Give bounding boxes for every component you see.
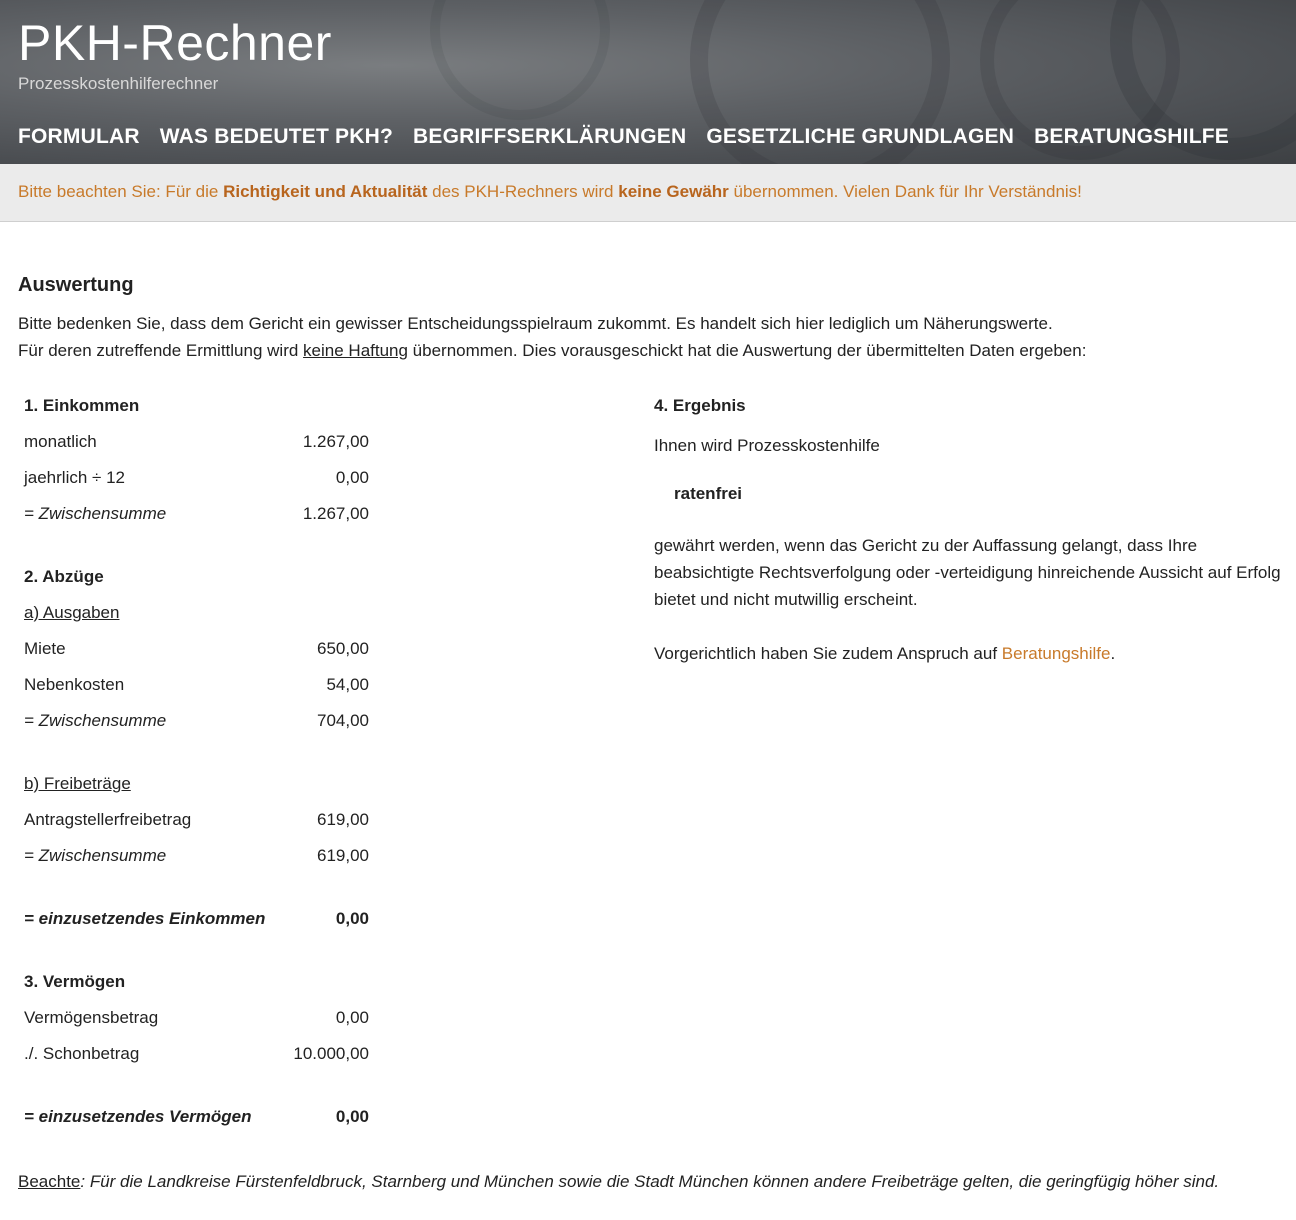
page-heading: Auswertung [18, 274, 134, 296]
table-row-total [24, 1107, 369, 1143]
table-row [24, 1008, 369, 1044]
section-title-vermoegen: 3. Vermögen [24, 972, 126, 991]
table-row-total [24, 909, 369, 945]
main-nav [18, 125, 1229, 149]
row-label: = einzusetzendes Einkommen [24, 909, 266, 928]
row-label: Nebenkosten [24, 675, 125, 694]
footer-label: Beachte [18, 1172, 81, 1191]
table-row [24, 504, 369, 540]
row-value: 0,00 [335, 1107, 369, 1126]
table-row [24, 846, 369, 882]
no-liability-text: keine Haftung [303, 341, 408, 360]
nav-beratungshilfe[interactable]: BERATUNGSHILFE [1034, 125, 1229, 148]
row-value: 54,00 [326, 675, 369, 694]
subsection-title-ausgaben: a) Ausgaben [24, 603, 120, 622]
row-value: 1.267,00 [302, 504, 369, 523]
row-value: 704,00 [317, 711, 369, 730]
nav-begriffserklaerungen[interactable]: BEGRIFFSERKLÄRUNGEN [413, 125, 687, 148]
footer-note [18, 1172, 1219, 1192]
row-label: Miete [24, 639, 66, 658]
main-content [0, 222, 1296, 1156]
section-title-ergebnis: 4. Ergebnis [654, 396, 746, 415]
section-title-abzuege: 2. Abzüge [24, 567, 104, 586]
table-row [24, 675, 369, 711]
table-row [24, 711, 369, 747]
row-value: 0,00 [335, 1008, 369, 1027]
nav-was-bedeutet-pkh[interactable]: WAS BEDEUTET PKH? [159, 125, 393, 148]
row-value: 619,00 [317, 810, 369, 829]
section-title-einkommen: 1. Einkommen [24, 396, 140, 415]
table-row [24, 468, 369, 504]
beratungshilfe-link[interactable]: Beratungshilfe [1001, 644, 1111, 663]
row-value: 650,00 [317, 639, 369, 658]
notice-text: übernommen. Vielen Dank für Ihr Verständnis! [728, 182, 1082, 201]
disclaimer-notice [0, 164, 1296, 222]
notice-text: Bitte beachten Sie: Für die [18, 182, 224, 201]
nav-gesetzliche-grundlagen[interactable]: GESETZLICHE GRUNDLAGEN [706, 125, 1015, 148]
row-value: 10.000,00 [293, 1044, 369, 1063]
result-intro: Ihnen wird Prozesskostenhilfe [654, 436, 880, 455]
table-row [24, 432, 369, 468]
table-row [24, 1044, 369, 1080]
result-explanation: gewährt werden, wenn das Gericht zu der Auffassung gelangt, dass Ihre beabsichtigte Rechtsverfolgung oder -verteidigung hinreichende Aussicht auf Erfolg bietet und nicht mutwillig erscheint. [654, 536, 1281, 609]
result-column [654, 396, 1294, 667]
intro-text-part: Für deren zutreffende Ermittlung wird [18, 341, 304, 360]
calculation-column [24, 396, 369, 1143]
table-row [24, 639, 369, 675]
intro-line-1: Bitte bedenken Sie, dass dem Gericht ein gewisser Entscheidungsspielraum zukommt. Es handelt sich hier lediglich um Näherungswerte. [18, 314, 1053, 333]
row-label: = einzusetzendes Vermögen [24, 1107, 252, 1126]
intro-line-2 [18, 337, 1278, 364]
row-label: = Zwischensumme [24, 504, 167, 523]
row-label: ./. Schonbetrag [24, 1044, 140, 1063]
site-header [0, 0, 1296, 164]
advice-text-end: . [1110, 644, 1116, 663]
result-advice [654, 640, 1294, 667]
row-label: Antragstellerfreibetrag [24, 810, 192, 829]
advice-text: Vorgerichtlich haben Sie zudem Anspruch auf [654, 644, 1002, 663]
site-subtitle: Prozesskostenhilferechner [18, 74, 219, 93]
row-label: = Zwischensumme [24, 711, 167, 730]
row-value: 619,00 [317, 846, 369, 865]
row-value: 0,00 [335, 468, 369, 487]
row-label: monatlich [24, 432, 97, 451]
result-status: ratenfrei [674, 484, 743, 503]
notice-emphasis: Richtigkeit und Aktualität [223, 182, 428, 201]
row-label: jaehrlich ÷ 12 [24, 468, 125, 487]
intro-text [18, 310, 1278, 364]
row-label: Vermögensbetrag [24, 1008, 159, 1027]
header-ornament [430, 0, 610, 120]
notice-text: des PKH-Rechners wird [427, 182, 619, 201]
row-label: = Zwischensumme [24, 846, 167, 865]
intro-text-part: übernommen. Dies vorausgeschickt hat die Auswertung der übermittelten Daten ergeben: [407, 341, 1087, 360]
row-value: 0,00 [335, 909, 369, 928]
footer-text: : Für die Landkreise Fürstenfeldbruck, Starnberg und München sowie die Stadt München können andere Freibeträge gelten, die geringfügig höher sind. [80, 1172, 1220, 1191]
notice-emphasis: keine Gewähr [618, 182, 729, 201]
nav-formular[interactable]: FORMULAR [18, 125, 140, 148]
subsection-title-freibetraege: b) Freibeträge [24, 774, 131, 793]
table-row [24, 810, 369, 846]
site-title[interactable]: PKH-Rechner [18, 15, 332, 71]
row-value: 1.267,00 [302, 432, 369, 451]
